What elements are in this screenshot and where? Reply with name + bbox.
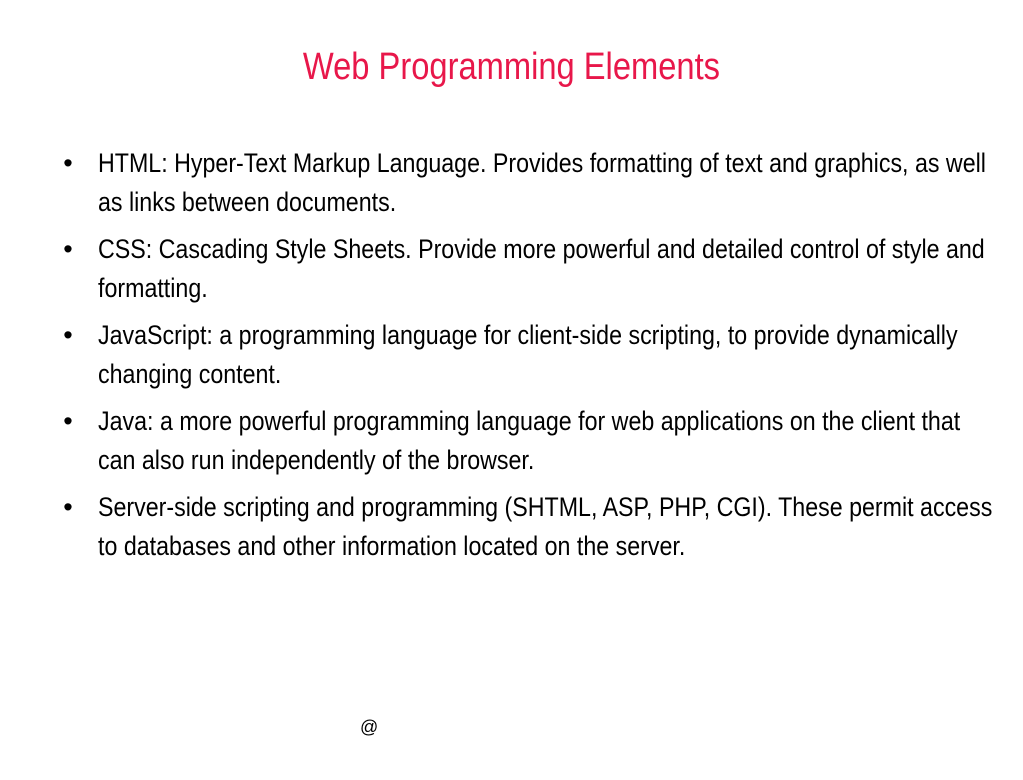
bullet-item-html <box>58 144 986 222</box>
bullet-text-css: CSS: Cascading Style Sheets. Provide more powerful and detailed control of style and formatting. <box>98 234 985 303</box>
bullet-marker: • <box>63 234 73 264</box>
bullet-marker: • <box>63 406 73 436</box>
bullet-item-java <box>58 402 961 480</box>
bullet-item-server-side <box>58 488 993 566</box>
bullet-item-css <box>58 230 985 308</box>
footer-mark: @ <box>360 717 379 737</box>
slide-title: Web Programming Elements <box>302 46 720 88</box>
bullet-marker: • <box>63 320 73 350</box>
bullet-marker: • <box>63 492 73 522</box>
bullet-list <box>58 144 993 574</box>
bullet-marker: • <box>63 148 73 178</box>
bullet-text-java: Java: a more powerful programming language for web applications on the client that can also run independently of the browser. <box>98 406 961 475</box>
bullet-text-javascript: JavaScript: a programming language for client-side scripting, to provide dynamically changing content. <box>98 320 958 389</box>
bullet-item-javascript <box>58 316 958 394</box>
bullet-text-html: HTML: Hyper-Text Markup Language. Provides formatting of text and graphics, as well as links between documents. <box>98 148 986 217</box>
bullet-text-server-side: Server-side scripting and programming (SHTML, ASP, PHP, CGI). These permit access to databases and other information located on the server. <box>98 492 993 561</box>
